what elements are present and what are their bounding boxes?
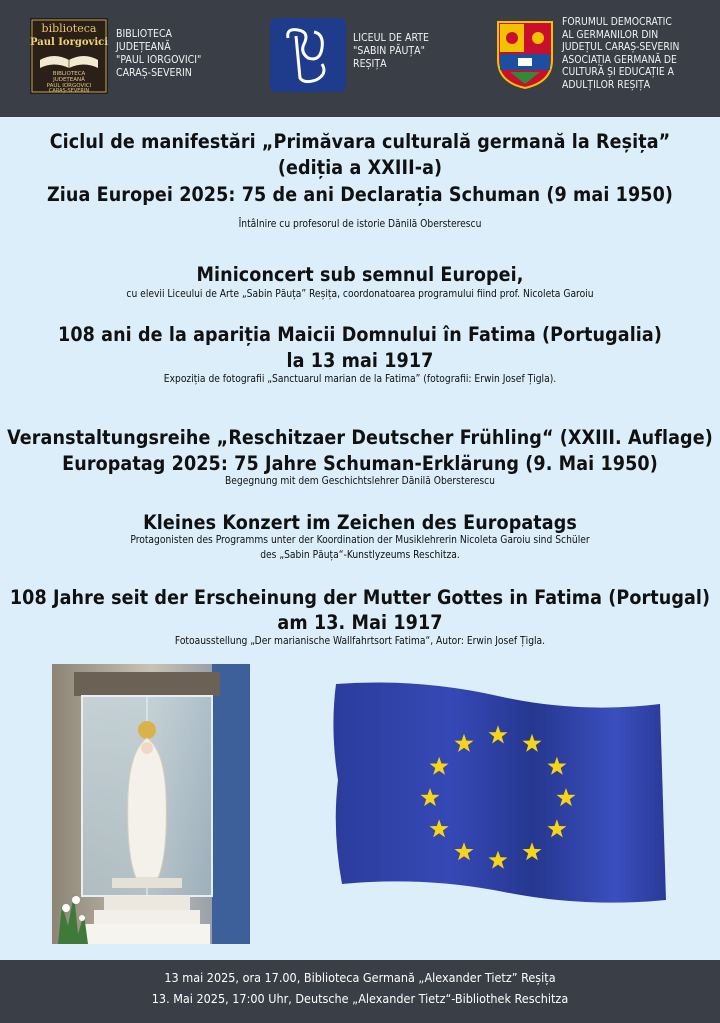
eu-flag (328, 680, 668, 910)
school-name: LICEUL DE ARTE "SABIN PĂUȚA" REȘIȚA (353, 32, 430, 70)
library-logo (30, 18, 108, 94)
svg-text:CARAȘ-SEVERIN: CARAȘ-SEVERIN (48, 88, 90, 94)
de-concert-note-1: Protagonisten des Programms unter der Koordination der Musiklehrerin Nicoleta Garoiu sind Schüler (130, 535, 590, 546)
de-concert-title: Kleines Konzert im Zeichen des Europatags (143, 511, 577, 534)
de-concert-note-2: des „Sabin Păuța“-Kunstlyzeums Reschitza. (260, 550, 460, 561)
svg-text:JUDEȚEANĂ: JUDEȚEANĂ (53, 77, 85, 83)
fatima-statue-photo (52, 664, 250, 944)
ro-fatima-date: la 13 mai 1917 (286, 349, 434, 372)
svg-text:BIBLIOTECA: BIBLIOTECA (52, 71, 86, 77)
footer-band (0, 960, 720, 1023)
de-fatima-date: am 13. Mai 1917 (277, 611, 443, 634)
ro-concert-note: cu elevii Liceului de Arte „Sabin Păuța” Reșița, coordonatoarea programului fiind prof. Nicoleta Garoiu (126, 289, 594, 300)
ro-title-edition: (ediția a XXIII-a) (277, 156, 443, 179)
coat-of-arms-emblem (496, 20, 554, 90)
ro-title-europe-day: Ziua Europei 2025: 75 de ani Declarația Schuman (9 mai 1950) (46, 183, 674, 206)
de-fatima-exhibition: Fotoausstellung „Der marianische Wallfahrtsort Fatima“, Autor: Erwin Josef Țigla. (174, 636, 546, 647)
de-title-europe-day: Europatag 2025: 75 Jahre Schuman-Erklärung (9. Mai 1950) (62, 452, 658, 475)
ro-title-cycle: Ciclul de manifestări „Primăvara culturală germană la Reșița” (49, 130, 671, 153)
ro-concert-title: Miniconcert sub semnul Europei, (196, 263, 524, 286)
library-logo-top: biblioteca (41, 22, 97, 35)
ro-fatima-exhibition: Expoziția de fotografii „Sanctuarul marian de la Fatima” (fotografii: Erwin Josef Țigla). (163, 374, 557, 385)
de-meeting-note: Begegnung mit dem Geschichtslehrer Dănilă Obersterescu (225, 476, 495, 487)
header-band (0, 0, 720, 117)
forum-name: FORUMUL DEMOCRATIC AL GERMANILOR DIN JUDEȚUL CARAȘ-SEVERIN ASOCIAȚIA GERMANĂ DE CULTURĂ ȘI EDUCAȚIE A ADULȚILOR REȘIȚA (562, 16, 680, 91)
footer-event-de: 13. Mai 2025, 17:00 Uhr, Deutsche „Alexander Tietz“-Bibliothek Reschitza (151, 991, 569, 1006)
svg-text:PAUL IORGOVICI: PAUL IORGOVICI (46, 83, 92, 89)
footer-event-ro: 13 mai 2025, ora 17.00, Biblioteca Germană „Alexander Tietz” Reșița (164, 970, 556, 985)
ro-meeting-note: Întâlnire cu profesorul de istorie Dănilă Obersterescu (238, 219, 482, 230)
ro-fatima-title: 108 ani de la apariția Maicii Domnului în Fatima (Portugalia) (58, 323, 662, 346)
library-name: BIBLIOTECA JUDEȚEANĂ "PAUL IORGOVICI" CARAȘ-SEVERIN (116, 28, 202, 79)
de-title-series: Veranstaltungsreihe „Reschitzaer Deutscher Frühling“ (XXIII. Auflage) (7, 426, 713, 449)
school-logo (270, 18, 346, 92)
de-fatima-title: 108 Jahre seit der Erscheinung der Mutter Gottes in Fatima (Portugal) (9, 586, 711, 609)
library-logo-name: Paul Iorgovici (30, 37, 108, 48)
